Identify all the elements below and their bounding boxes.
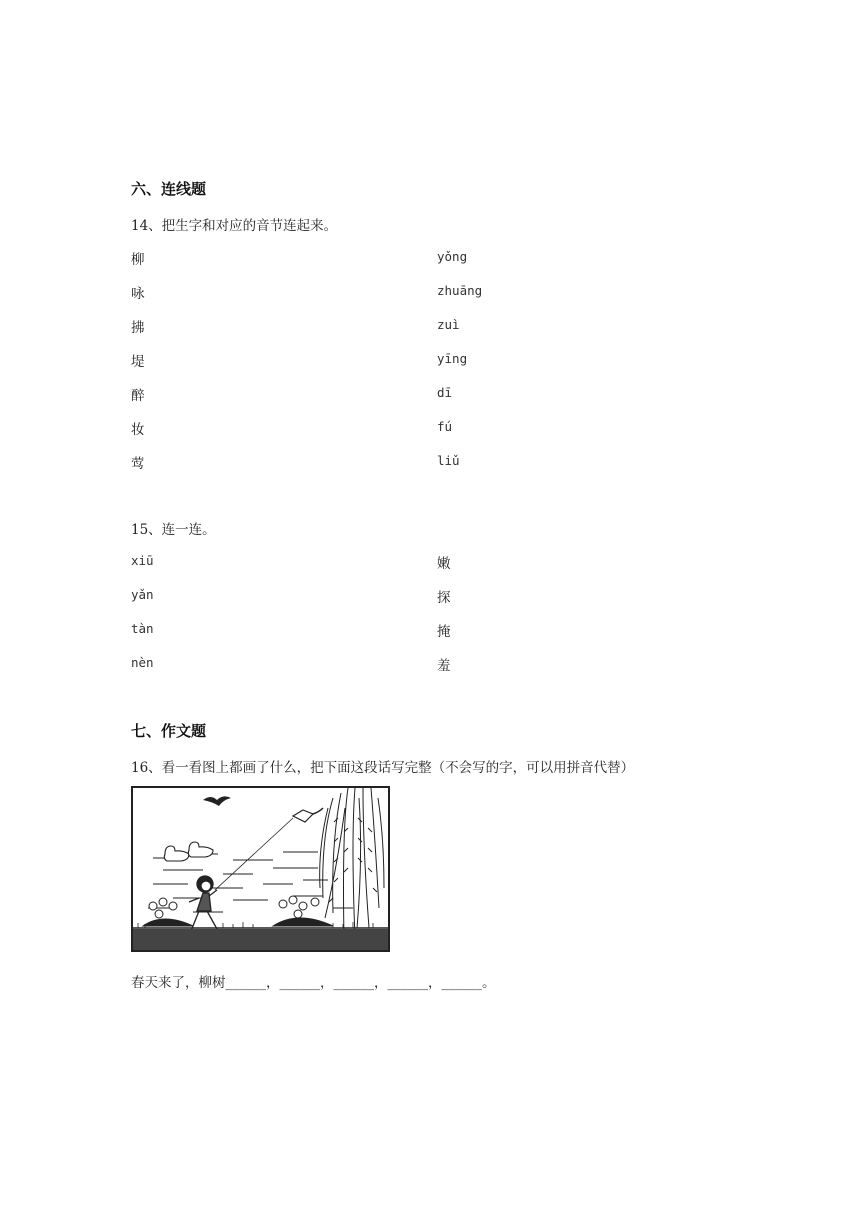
- spring-scene-drawing: [133, 788, 388, 950]
- pinyin-item: zuì: [437, 317, 460, 332]
- char-item: 堤: [131, 354, 145, 370]
- char-item: 妆: [131, 422, 145, 438]
- question-16-sentence: 春天来了，柳树______，______，______，______，______。: [131, 975, 496, 991]
- girl-flying-kite-icon: [189, 876, 217, 931]
- pinyin-item: xiū: [131, 553, 154, 568]
- pinyin-item: nèn: [131, 655, 154, 670]
- section-title-matching: 六、连线题: [131, 180, 207, 198]
- swallow-icon: [203, 796, 231, 806]
- pinyin-item: yǒng: [437, 249, 468, 264]
- pinyin-item: tàn: [131, 621, 154, 636]
- pinyin-item: fú: [437, 419, 453, 434]
- flowers-icon: [143, 896, 333, 926]
- question-16-prompt: 16、看一看图上都画了什么，把下面这段话写完整（不会写的字，可以用拼音代替）: [131, 760, 635, 776]
- char-item: 莺: [131, 456, 145, 472]
- char-item: 羞: [437, 658, 451, 674]
- char-item: 拂: [131, 320, 145, 336]
- char-item: 掩: [437, 624, 451, 640]
- spring-scene-illustration: [131, 786, 390, 952]
- question-15-prompt: 15、连一连。: [131, 522, 216, 538]
- question-14-prompt: 14、把生字和对应的音节连起来。: [131, 218, 338, 234]
- pinyin-item: yīng: [437, 351, 468, 366]
- pinyin-item: liǔ: [437, 453, 460, 468]
- pinyin-item: zhuāng: [437, 283, 483, 298]
- pinyin-item: dī: [437, 385, 453, 400]
- willow-tree-icon: [320, 788, 384, 938]
- ground-shade: [133, 929, 388, 950]
- section-title-composition: 七、作文题: [131, 722, 207, 740]
- char-item: 咏: [131, 286, 145, 302]
- pinyin-item: yǎn: [131, 587, 154, 602]
- char-item: 柳: [131, 252, 145, 268]
- kite-icon: [215, 808, 323, 890]
- char-item: 嫩: [437, 556, 451, 572]
- char-item: 醉: [131, 388, 145, 404]
- ducks-icon: [164, 842, 213, 861]
- char-item: 探: [437, 590, 451, 606]
